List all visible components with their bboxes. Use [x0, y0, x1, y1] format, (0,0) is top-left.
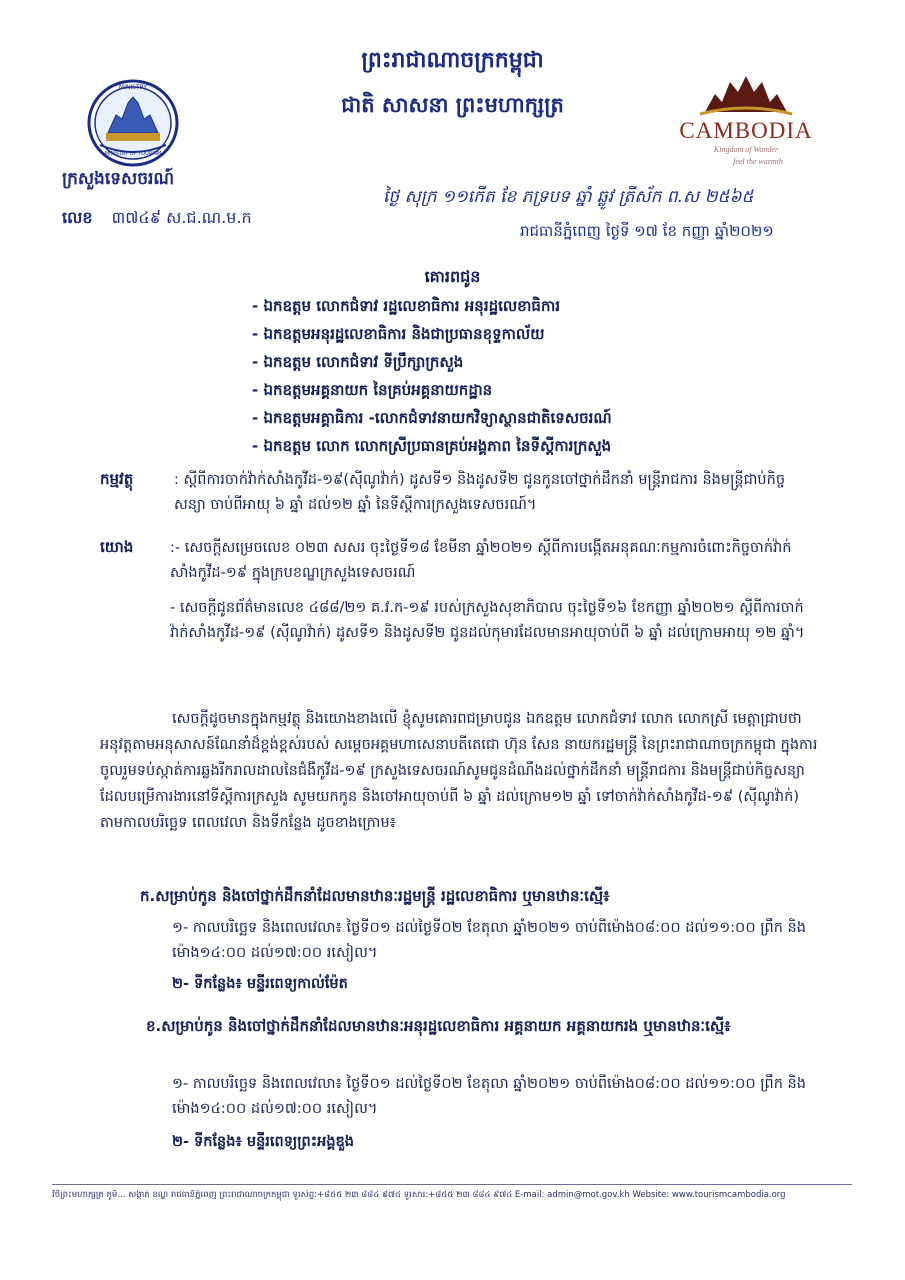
ministry-emblem: [78, 75, 188, 170]
reference-label: លេខ: [62, 208, 93, 227]
reference-section-label: យោង: [100, 538, 134, 556]
addressee-item: - ឯកឧត្តម លោក លោកស្រីប្រធានគ្រប់អង្គភាព នៃទីស្តីការក្រសួង: [252, 437, 612, 455]
section-a-heading: ក.សម្រាប់កូន និងចៅថ្នាក់ដឹកនាំដែលមានឋានៈរដ្ឋមន្ត្រី រដ្ឋលេខាធិការ ឬមានឋានៈស្មើ៖: [140, 887, 610, 905]
addressee-item: - ឯកឧត្តម លោកជំទាវ រដ្ឋលេខាធិការ អនុរដ្ឋលេខាធិការ: [252, 297, 560, 315]
footer-contact: វិថីព្រះមហាក្សត្រ ភូមិ... សង្កាត់ ខណ្ឌ រាជធានីភ្នំពេញ ព្រះរាជាណាចក្រកម្ពុជា ទូរស័ព្ទ:+៨៥៥ ២៣ ៨៨៤ ៩៧៤ ទូរសារ:+៨៥៥ ២៣ ៨៨៤ ៩៧៤ E-mail: admin@mot.gov.kh Website: www.tourismcambodia.org: [52, 1190, 786, 1200]
svg-text:Kingdom of Wonder: Kingdom of Wonder: [713, 145, 779, 154]
section-a-location: ២- ទីកន្លែង៖ មន្ទីរពេទ្យកាល់ម៉ែត: [172, 976, 348, 992]
national-motto: ជាតិ សាសនា ព្រះមហាក្សត្រ: [341, 93, 564, 117]
section-b-heading: ខ.សម្រាប់កូន និងចៅថ្នាក់ដឹកនាំដែលមានឋានៈអនុរដ្ឋលេខាធិការ អគ្គនាយក អគ្គនាយករង ឬមានឋានៈស្មើ៖: [146, 1017, 731, 1035]
section-b-schedule: ១- កាលបរិច្ឆេទ និងពេលវេលា៖ ថ្ងៃទី០១ ដល់ថ្ងៃទី០២ ខែតុលា ឆ្នាំ២០២១ ចាប់ពីម៉ោង០៨:០០ ដល់១១:០០ ព្រឹក និងម៉ោង១៤:០០ ដល់១៧:០០ រសៀល។: [172, 1076, 806, 1117]
solar-date: រាជធានីភ្នំពេញ ថ្ងៃទី ១៧ ខែ កញ្ញា ឆ្នាំ២០២១: [520, 222, 774, 240]
reference-item: - សេចក្តីជូនព័ត៌មានលេខ ៤៨៨/២១ គ.វ.ក-១៩ របស់ក្រសួងសុខាភិបាល ចុះថ្ងៃទី១៦ ខែកញ្ញា ឆ្នាំ២០២១ ស្តីពីការចាក់វ៉ាក់សាំងកូវីដ-១៩ (ស៊ីណូវ៉ាក់) ដូសទី១ និងដូសទី២ ជូនដល់កុមារដែលមានអាយុចាប់ពី ៦ ឆ្នាំ ដល់ក្រោមអាយុ ១២ ឆ្នាំ។: [170, 600, 805, 641]
svg-text:feel the warmth: feel the warmth: [733, 157, 783, 166]
body-paragraph: សេចក្តីដូចមានក្នុងកម្មវត្ថុ និងយោងខាងលើ ខ្ញុំសូមគោរពជម្រាបជូន ឯកឧត្តម លោកជំទាវ លោក លោកស្រី មេត្តាជ្រាបថា អនុវត្តតាមអនុសាសន៍ណែនាំដ៏ខ្ពង់ខ្ពស់របស់ សម្តេចអគ្គមហាសេនាបតីតេជោ ហ៊ុន សែន នាយករដ្ឋមន្ត្រី នៃព្រះរាជាណាចក្រកម្ពុជា ក្នុងការចូលរួមទប់ស្កាត់ការឆ្លងរីករាលដាលនៃជំងឺកូវីដ-១៩ ក្រសួងទេសចរណ៍សូមជូនដំណឹងដល់ថ្នាក់ដឹកនាំ មន្ត្រីរាជការ និងមន្ត្រីជាប់កិច្ចសន្យា ដែលបម្រើការងារនៅទីស្តីការក្រសួង សូមយកកូន និងចៅអាយុចាប់ពី ៦ ឆ្នាំ ដល់ក្រោម១២ ឆ្នាំ ទៅចាក់វ៉ាក់សាំងកូវីដ-១៩ (ស៊ីណូវ៉ាក់) តាមកាលបរិច្ឆេទ ពេលវេលា និងទីកន្លែង ដូចខាងក្រោម៖: [100, 711, 818, 831]
addressee-item: - ឯកឧត្តមអនុរដ្ឋលេខាធិការ និងជាប្រធានខុទ្ទកាល័យ: [252, 325, 545, 343]
addressee-item: - ឯកឧត្តមអគ្គនាយក នៃគ្រប់អគ្គនាយកដ្ឋាន: [252, 381, 493, 399]
section-b-location: ២- ទីកន្លែង៖ មន្ទីរពេទ្យព្រះអង្គឌួង: [172, 1134, 354, 1150]
svg-text:CAMBODIA: CAMBODIA: [679, 118, 813, 143]
kingdom-title: ព្រះរាជាណាចក្រកម្ពុជា: [361, 48, 544, 73]
subject-label: កម្មវត្ថុ: [100, 470, 134, 488]
ministry-name: ក្រសួងទេសចរណ៍: [62, 169, 175, 189]
addressee-item: - ឯកឧត្តម លោកជំទាវ ទីប្រឹក្សាក្រសួង: [252, 353, 464, 371]
svg-text:MINISTRY: MINISTRY: [118, 84, 148, 91]
subject-text: : ស្តីពីការចាក់វ៉ាក់សាំងកូវីដ-១៩(ស៊ីណូវ៉ាក់) ដូសទី១ និងដូសទី២ ជូនកូនចៅថ្នាក់ដឹកនាំ មន្ត្រីរាជការ និងមន្ត្រីជាប់កិច្ចសន្យា ចាប់ពីអាយុ ៦ ឆ្នាំ ដល់១២ ឆ្នាំ នៃទីស្តីការក្រសួងទេសចរណ៍។: [174, 472, 786, 513]
reference-number-line: [62, 207, 252, 231]
svg-text:MINISTRY OF TOURISM: MINISTRY OF TOURISM: [104, 151, 162, 157]
addressee-item: - ឯកឧត្តមអគ្គាធិការ -លោកជំទាវនាយកវិទ្យាស្ថានជាតិទេសចរណ៍: [252, 409, 612, 427]
lunar-date: ថ្ងៃ សុក្រ ១១កើត ខែ ភទ្របទ ឆ្នាំ ឆ្លូវ ត្រីស័ក ព.ស ២៥៦៥: [383, 187, 754, 207]
reference-number: ៣៧៤៩ ស.ជ.ណ.ម.ក: [111, 208, 252, 227]
addressee-list: [252, 292, 612, 460]
addressees-title: គោរពជូន: [424, 267, 481, 286]
cambodia-brand-logo: [660, 72, 840, 172]
section-a-schedule: ១- កាលបរិច្ឆេទ និងពេលវេលា៖ ថ្ងៃទី០១ ដល់ថ្ងៃទី០២ ខែតុលា ឆ្នាំ២០២១ ចាប់ពីម៉ោង០៨:០០ ដល់១១:០០ ព្រឹក និងម៉ោង១៤:០០ ដល់១៧:០០ រសៀល។: [172, 920, 806, 961]
footer-divider: [52, 1184, 852, 1185]
reference-item: :- សេចក្តីសម្រេចលេខ ០២៣ សសរ ចុះថ្ងៃទី១៨ ខែមីនា ឆ្នាំ២០២១ ស្តីពីការបង្កើតអនុគណៈកម្មការចំពោះកិច្ចចាក់វ៉ាក់សាំងកូវីដ-១៩ ក្នុងក្របខណ្ឌក្រសួងទេសចរណ៍: [170, 540, 792, 581]
